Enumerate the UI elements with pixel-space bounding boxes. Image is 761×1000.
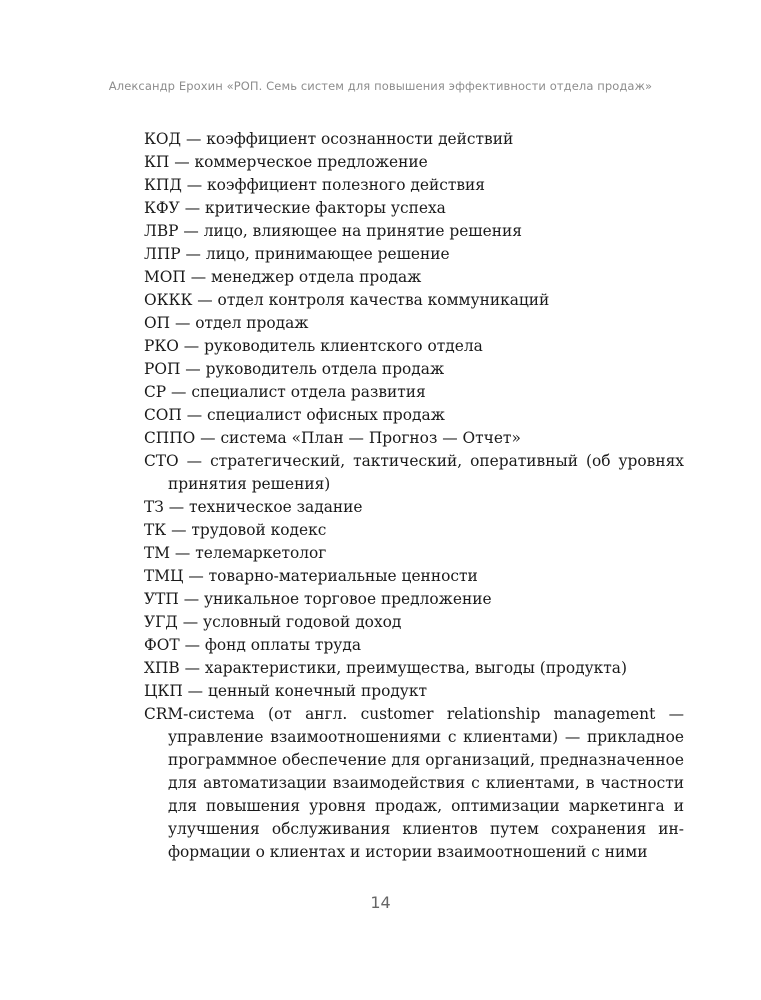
entry-definition: отдел контроля качества коммуникаций bbox=[217, 291, 550, 309]
entry-separator: — bbox=[179, 636, 205, 654]
entry-abbreviation: ТМ bbox=[144, 544, 171, 562]
entry-separator: — bbox=[177, 613, 204, 631]
entry-abbreviation: УТП bbox=[144, 590, 179, 608]
entry-separator: — bbox=[181, 406, 208, 424]
entry-abbreviation: ОККК bbox=[144, 291, 193, 309]
glossary-entry bbox=[144, 174, 684, 197]
entry-separator: — bbox=[178, 452, 211, 470]
entry-abbreviation: КПД bbox=[144, 176, 182, 194]
entry-separator: — bbox=[185, 268, 211, 286]
entry-definition: коэффициент осознанности действий bbox=[206, 130, 514, 148]
entry-abbreviation: СППО bbox=[144, 429, 196, 447]
entry-definition: стратегический, тактический, оперативный (об уровнях принятия решения) bbox=[168, 452, 684, 493]
entry-separator: — bbox=[163, 498, 190, 516]
glossary-entry bbox=[144, 496, 684, 519]
running-header: Александр Ерохин «РОП. Семь систем для повышения эффективности отдела продаж» bbox=[108, 79, 653, 93]
glossary-entry bbox=[144, 151, 684, 174]
entry-definition: критические факторы успеха bbox=[205, 199, 446, 217]
glossary-entry bbox=[144, 634, 684, 657]
entry-abbreviation: УГД bbox=[144, 613, 178, 631]
entry-separator: — bbox=[180, 360, 206, 378]
entry-abbreviation: СТО bbox=[144, 452, 179, 470]
glossary-entry bbox=[144, 289, 684, 312]
entry-abbreviation: КП bbox=[144, 153, 170, 171]
entry-separator: — bbox=[170, 544, 196, 562]
glossary-entry bbox=[144, 358, 684, 381]
entry-separator: — bbox=[179, 199, 205, 217]
glossary-entry bbox=[144, 312, 684, 335]
entry-abbreviation: ЦКП bbox=[144, 682, 183, 700]
entry-definition: менеджер отдела продаж bbox=[211, 268, 422, 286]
entry-abbreviation: ТК bbox=[144, 521, 167, 539]
entry-definition: условный годовой доход bbox=[203, 613, 402, 631]
entry-separator: — bbox=[182, 682, 208, 700]
glossary-entry bbox=[144, 335, 684, 358]
entry-separator: — bbox=[179, 659, 205, 677]
entry-abbreviation: МОП bbox=[144, 268, 186, 286]
entry-definition: характеристики, преимущества, выгоды (продукта) bbox=[204, 659, 627, 677]
glossary-entry bbox=[144, 381, 684, 404]
glossary-entry bbox=[144, 588, 684, 611]
entry-definition: (от англ. customer relationship management — управление взаимоотношениями с клиентами) — прикладное программное обеспечение для организаций, предназначенное для автоматизации взаимодействия с клиентами, в частности для повышения уровня продаж, оптимизации маркетинга и улучшения обслуживания клиентов путем сохранения информации о клиентах и истории взаимоотношений с ними bbox=[168, 705, 684, 861]
entry-separator: — bbox=[178, 590, 204, 608]
entry-separator: — bbox=[181, 130, 207, 148]
entry-definition: телемаркетолог bbox=[195, 544, 327, 562]
entry-definition: коэффициент полезного действия bbox=[207, 176, 485, 194]
entry-separator: — bbox=[170, 314, 196, 332]
entry-definition: специалист офисных продаж bbox=[207, 406, 445, 424]
entry-separator: — bbox=[169, 153, 195, 171]
entry-separator: — bbox=[183, 567, 209, 585]
glossary-entry bbox=[144, 680, 684, 703]
entry-definition: ценный конечный продукт bbox=[207, 682, 427, 700]
entry-definition: трудовой кодекс bbox=[191, 521, 327, 539]
glossary-entry bbox=[144, 703, 684, 864]
entry-definition: руководитель клиентского отдела bbox=[204, 337, 483, 355]
entry-abbreviation: СОП bbox=[144, 406, 182, 424]
glossary-entry bbox=[144, 542, 684, 565]
entry-definition: отдел продаж bbox=[195, 314, 309, 332]
entry-abbreviation: ФОТ bbox=[144, 636, 180, 654]
entry-definition: система «План — Прогноз — Отчет» bbox=[220, 429, 521, 447]
entry-definition: товарно-материальные ценности bbox=[208, 567, 478, 585]
glossary-entry bbox=[144, 611, 684, 634]
entry-abbreviation: ЛПР bbox=[144, 245, 181, 263]
entry-definition: лицо, принимающее решение bbox=[205, 245, 450, 263]
entry-separator: — bbox=[195, 429, 221, 447]
glossary-entry bbox=[144, 657, 684, 680]
entry-abbreviation: ТМЦ bbox=[144, 567, 184, 585]
entry-abbreviation: РОП bbox=[144, 360, 181, 378]
entry-separator: — bbox=[166, 383, 192, 401]
entry-separator: — bbox=[178, 337, 205, 355]
entry-separator: — bbox=[180, 245, 206, 263]
entry-abbreviation: КФУ bbox=[144, 199, 180, 217]
entry-separator: — bbox=[181, 176, 208, 194]
entry-definition: коммерческое предложение bbox=[194, 153, 428, 171]
entry-abbreviation: CRM-система bbox=[144, 705, 255, 723]
glossary-entry bbox=[144, 220, 684, 243]
entry-separator: — bbox=[192, 291, 218, 309]
glossary-entry bbox=[144, 427, 684, 450]
entry-abbreviation: ОП bbox=[144, 314, 171, 332]
glossary-entry bbox=[144, 565, 684, 588]
entry-abbreviation: СР bbox=[144, 383, 167, 401]
entry-abbreviation: ХПВ bbox=[144, 659, 180, 677]
glossary-entry bbox=[144, 243, 684, 266]
entry-abbreviation: ТЗ bbox=[144, 498, 164, 516]
entry-separator bbox=[255, 705, 268, 723]
entry-definition: лицо, влияющее на принятие решения bbox=[203, 222, 522, 240]
glossary-entry bbox=[144, 450, 684, 496]
abbreviation-list bbox=[144, 128, 684, 864]
entry-definition: фонд оплаты труда bbox=[204, 636, 362, 654]
entry-definition: руководитель отдела продаж bbox=[205, 360, 445, 378]
entry-abbreviation: ЛВР bbox=[144, 222, 179, 240]
glossary-entry bbox=[144, 128, 684, 151]
entry-definition: специалист отдела развития bbox=[191, 383, 426, 401]
entry-abbreviation: КОД bbox=[144, 130, 182, 148]
entry-abbreviation: РКО bbox=[144, 337, 179, 355]
page-number: 14 bbox=[370, 893, 391, 912]
entry-definition: техническое задание bbox=[189, 498, 363, 516]
glossary-entry bbox=[144, 404, 684, 427]
glossary-entry bbox=[144, 266, 684, 289]
glossary-entry bbox=[144, 197, 684, 220]
entry-separator: — bbox=[166, 521, 192, 539]
glossary-entry bbox=[144, 519, 684, 542]
entry-definition: уникальное торговое предложение bbox=[204, 590, 492, 608]
entry-separator: — bbox=[178, 222, 204, 240]
